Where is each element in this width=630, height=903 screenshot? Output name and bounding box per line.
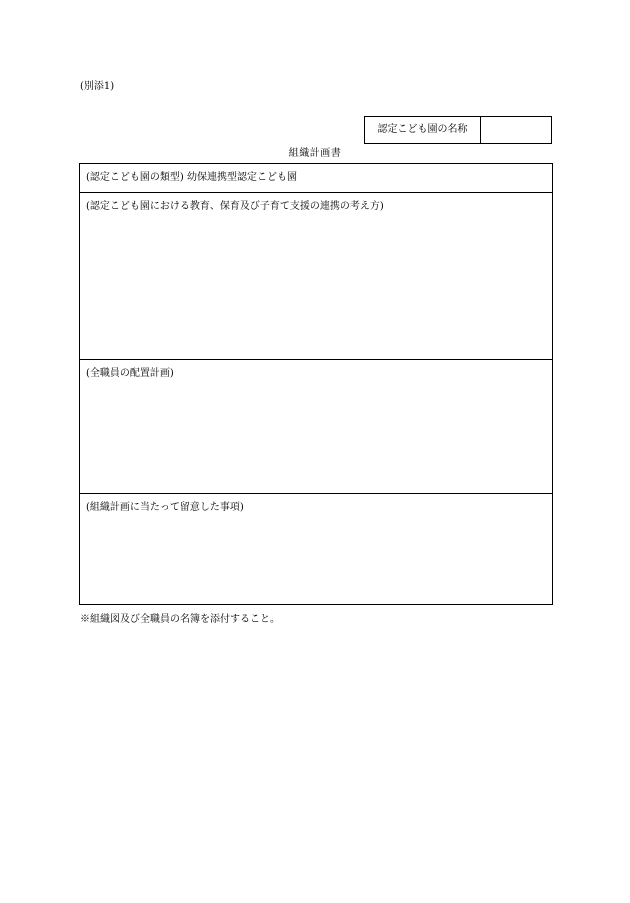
facility-name-field[interactable] — [481, 117, 551, 143]
facility-type-text: (認定こども園の類型) 幼保連携型認定こども園 — [86, 172, 297, 183]
facility-type-row — [80, 164, 552, 192]
planning-notes-section[interactable] — [80, 493, 552, 604]
organization-plan-table — [79, 163, 553, 605]
planning-notes-heading: (組織計画に当たって留意した事項) — [86, 502, 244, 513]
staff-placement-section[interactable] — [80, 359, 552, 493]
footnote: ※組織図及び全職員の名簿を添付すること。 — [80, 614, 280, 625]
cooperation-approach-section[interactable] — [80, 192, 552, 359]
cooperation-approach-heading: (認定こども園における教育、保育及び子育て支援の連携の考え方) — [86, 201, 384, 212]
staff-placement-heading: (全職員の配置計画) — [86, 368, 174, 379]
attachment-label: (別添1) — [80, 81, 115, 92]
facility-name-table — [364, 116, 552, 144]
document-title: 組織計画書 — [288, 148, 342, 159]
facility-name-label: 認定こども園の名称 — [365, 117, 481, 143]
